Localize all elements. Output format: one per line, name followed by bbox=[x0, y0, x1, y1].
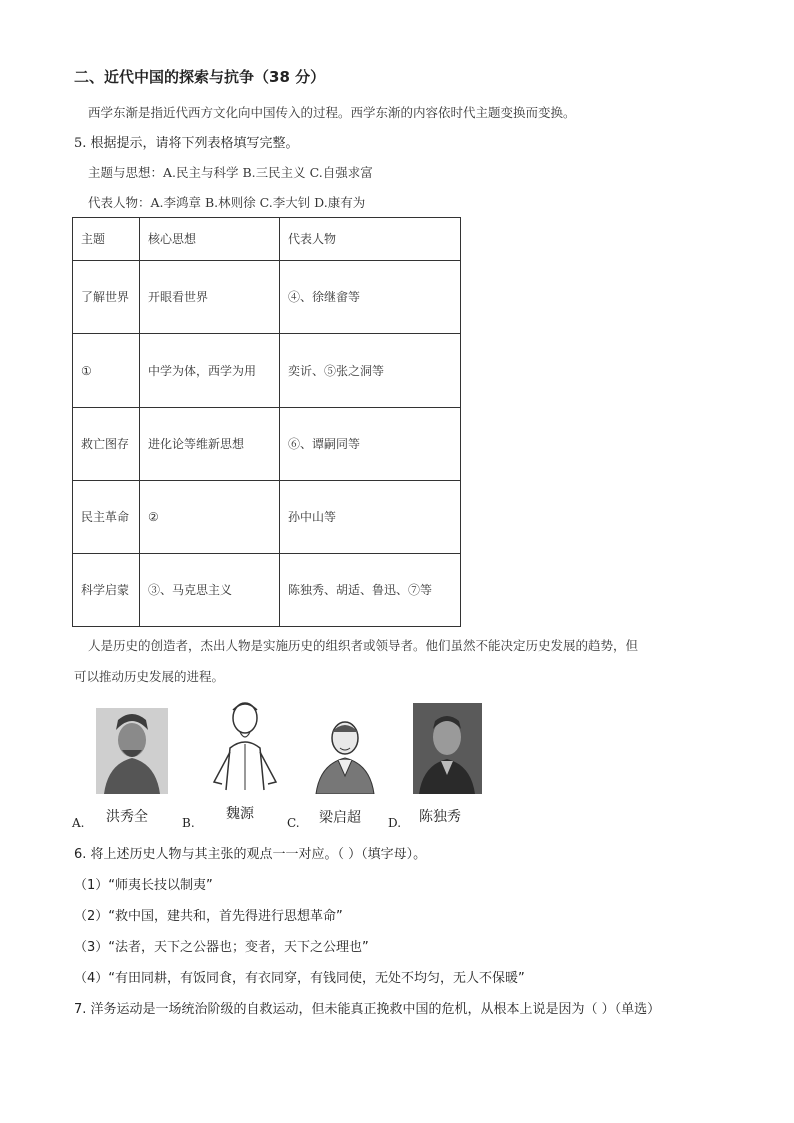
table-row bbox=[73, 554, 461, 627]
table-header: 代表人物 bbox=[280, 218, 461, 261]
table-cell: ⑥、谭嗣同等 bbox=[280, 408, 461, 481]
intro-text: 西学东渐是指近代西方文化向中国传入的过程。西学东渐的内容依时代主题变换而变换。 bbox=[88, 105, 576, 120]
table-header: 核心思想 bbox=[140, 218, 280, 261]
passage-line-1: 人是历史的创造者，杰出人物是实施历史的组织者或领导者。他们虽然不能决定历史发展的趋势，但 bbox=[88, 638, 639, 653]
table-header: 主题 bbox=[73, 218, 140, 261]
table-cell: 开眼看世界 bbox=[140, 261, 280, 334]
portrait-hong-xiuquan bbox=[96, 708, 168, 794]
table-cell: ② bbox=[140, 481, 280, 554]
theme-options: 主题与思想：A.民主与科学 B.三民主义 C.自强求富 bbox=[88, 165, 373, 180]
statement-3: （3）“法者，天下之公器也；变者，天下之公理也” bbox=[74, 940, 369, 955]
table-row bbox=[73, 334, 461, 408]
figure-letter-d: D. bbox=[388, 816, 402, 830]
figure-letter-b: B. bbox=[182, 816, 195, 830]
portrait-liang-qichao bbox=[312, 710, 378, 794]
fill-in-table bbox=[72, 217, 461, 627]
table-cell: 进化论等维新思想 bbox=[140, 408, 280, 481]
portrait-wei-yuan bbox=[206, 696, 284, 792]
figure-letter-c: C. bbox=[287, 816, 300, 830]
figure-name-a: 洪秀全 bbox=[106, 809, 148, 825]
table-cell: 中学为体，西学为用 bbox=[140, 334, 280, 408]
people-options: 代表人物：A.李鸿章 B.林则徐 C.李大钊 D.康有为 bbox=[88, 195, 366, 210]
table-cell: ③、马克思主义 bbox=[140, 554, 280, 627]
table-cell: 科学启蒙 bbox=[73, 554, 140, 627]
question-7-prompt: 7. 洋务运动是一场统治阶级的自救运动，但未能真正挽救中国的危机，从根本上说是因为（ ）（单选） bbox=[74, 1002, 661, 1017]
passage-line-2: 可以推动历史发展的进程。 bbox=[74, 669, 225, 684]
table-row bbox=[73, 481, 461, 554]
statement-1: （1）“师夷长技以制夷” bbox=[74, 878, 213, 893]
figure-letter-a: A. bbox=[72, 816, 85, 830]
section-title: 二、近代中国的探索与抗争（38 分） bbox=[74, 68, 326, 86]
figure-name-b: 魏源 bbox=[226, 806, 254, 822]
question-6-prompt: 6. 将上述历史人物与其主张的观点一一对应。（ ）（填字母）。 bbox=[74, 847, 427, 862]
question-5-prompt: 5. 根据提示，请将下列表格填写完整。 bbox=[74, 136, 299, 151]
portrait-chen-duxiu bbox=[413, 703, 482, 794]
table-cell: 陈独秀、胡适、鲁迅、⑦等 bbox=[280, 554, 461, 627]
figure-name-c: 梁启超 bbox=[319, 810, 361, 826]
statement-2: （2）“救中国，建共和，首先得进行思想革命” bbox=[74, 909, 343, 924]
table-cell: 了解世界 bbox=[73, 261, 140, 334]
table-cell: 救亡图存 bbox=[73, 408, 140, 481]
table-cell: 孙中山等 bbox=[280, 481, 461, 554]
figure-name-d: 陈独秀 bbox=[419, 809, 461, 825]
table-cell: ① bbox=[73, 334, 140, 408]
table-cell: 民主革命 bbox=[73, 481, 140, 554]
table-cell: 奕䜣、⑤张之洞等 bbox=[280, 334, 461, 408]
statement-4: （4）“有田同耕，有饭同食，有衣同穿，有钱同使，无处不均匀，无人不保暖” bbox=[74, 971, 525, 986]
table-row bbox=[73, 408, 461, 481]
table-row bbox=[73, 261, 461, 334]
table-cell: ④、徐继畲等 bbox=[280, 261, 461, 334]
